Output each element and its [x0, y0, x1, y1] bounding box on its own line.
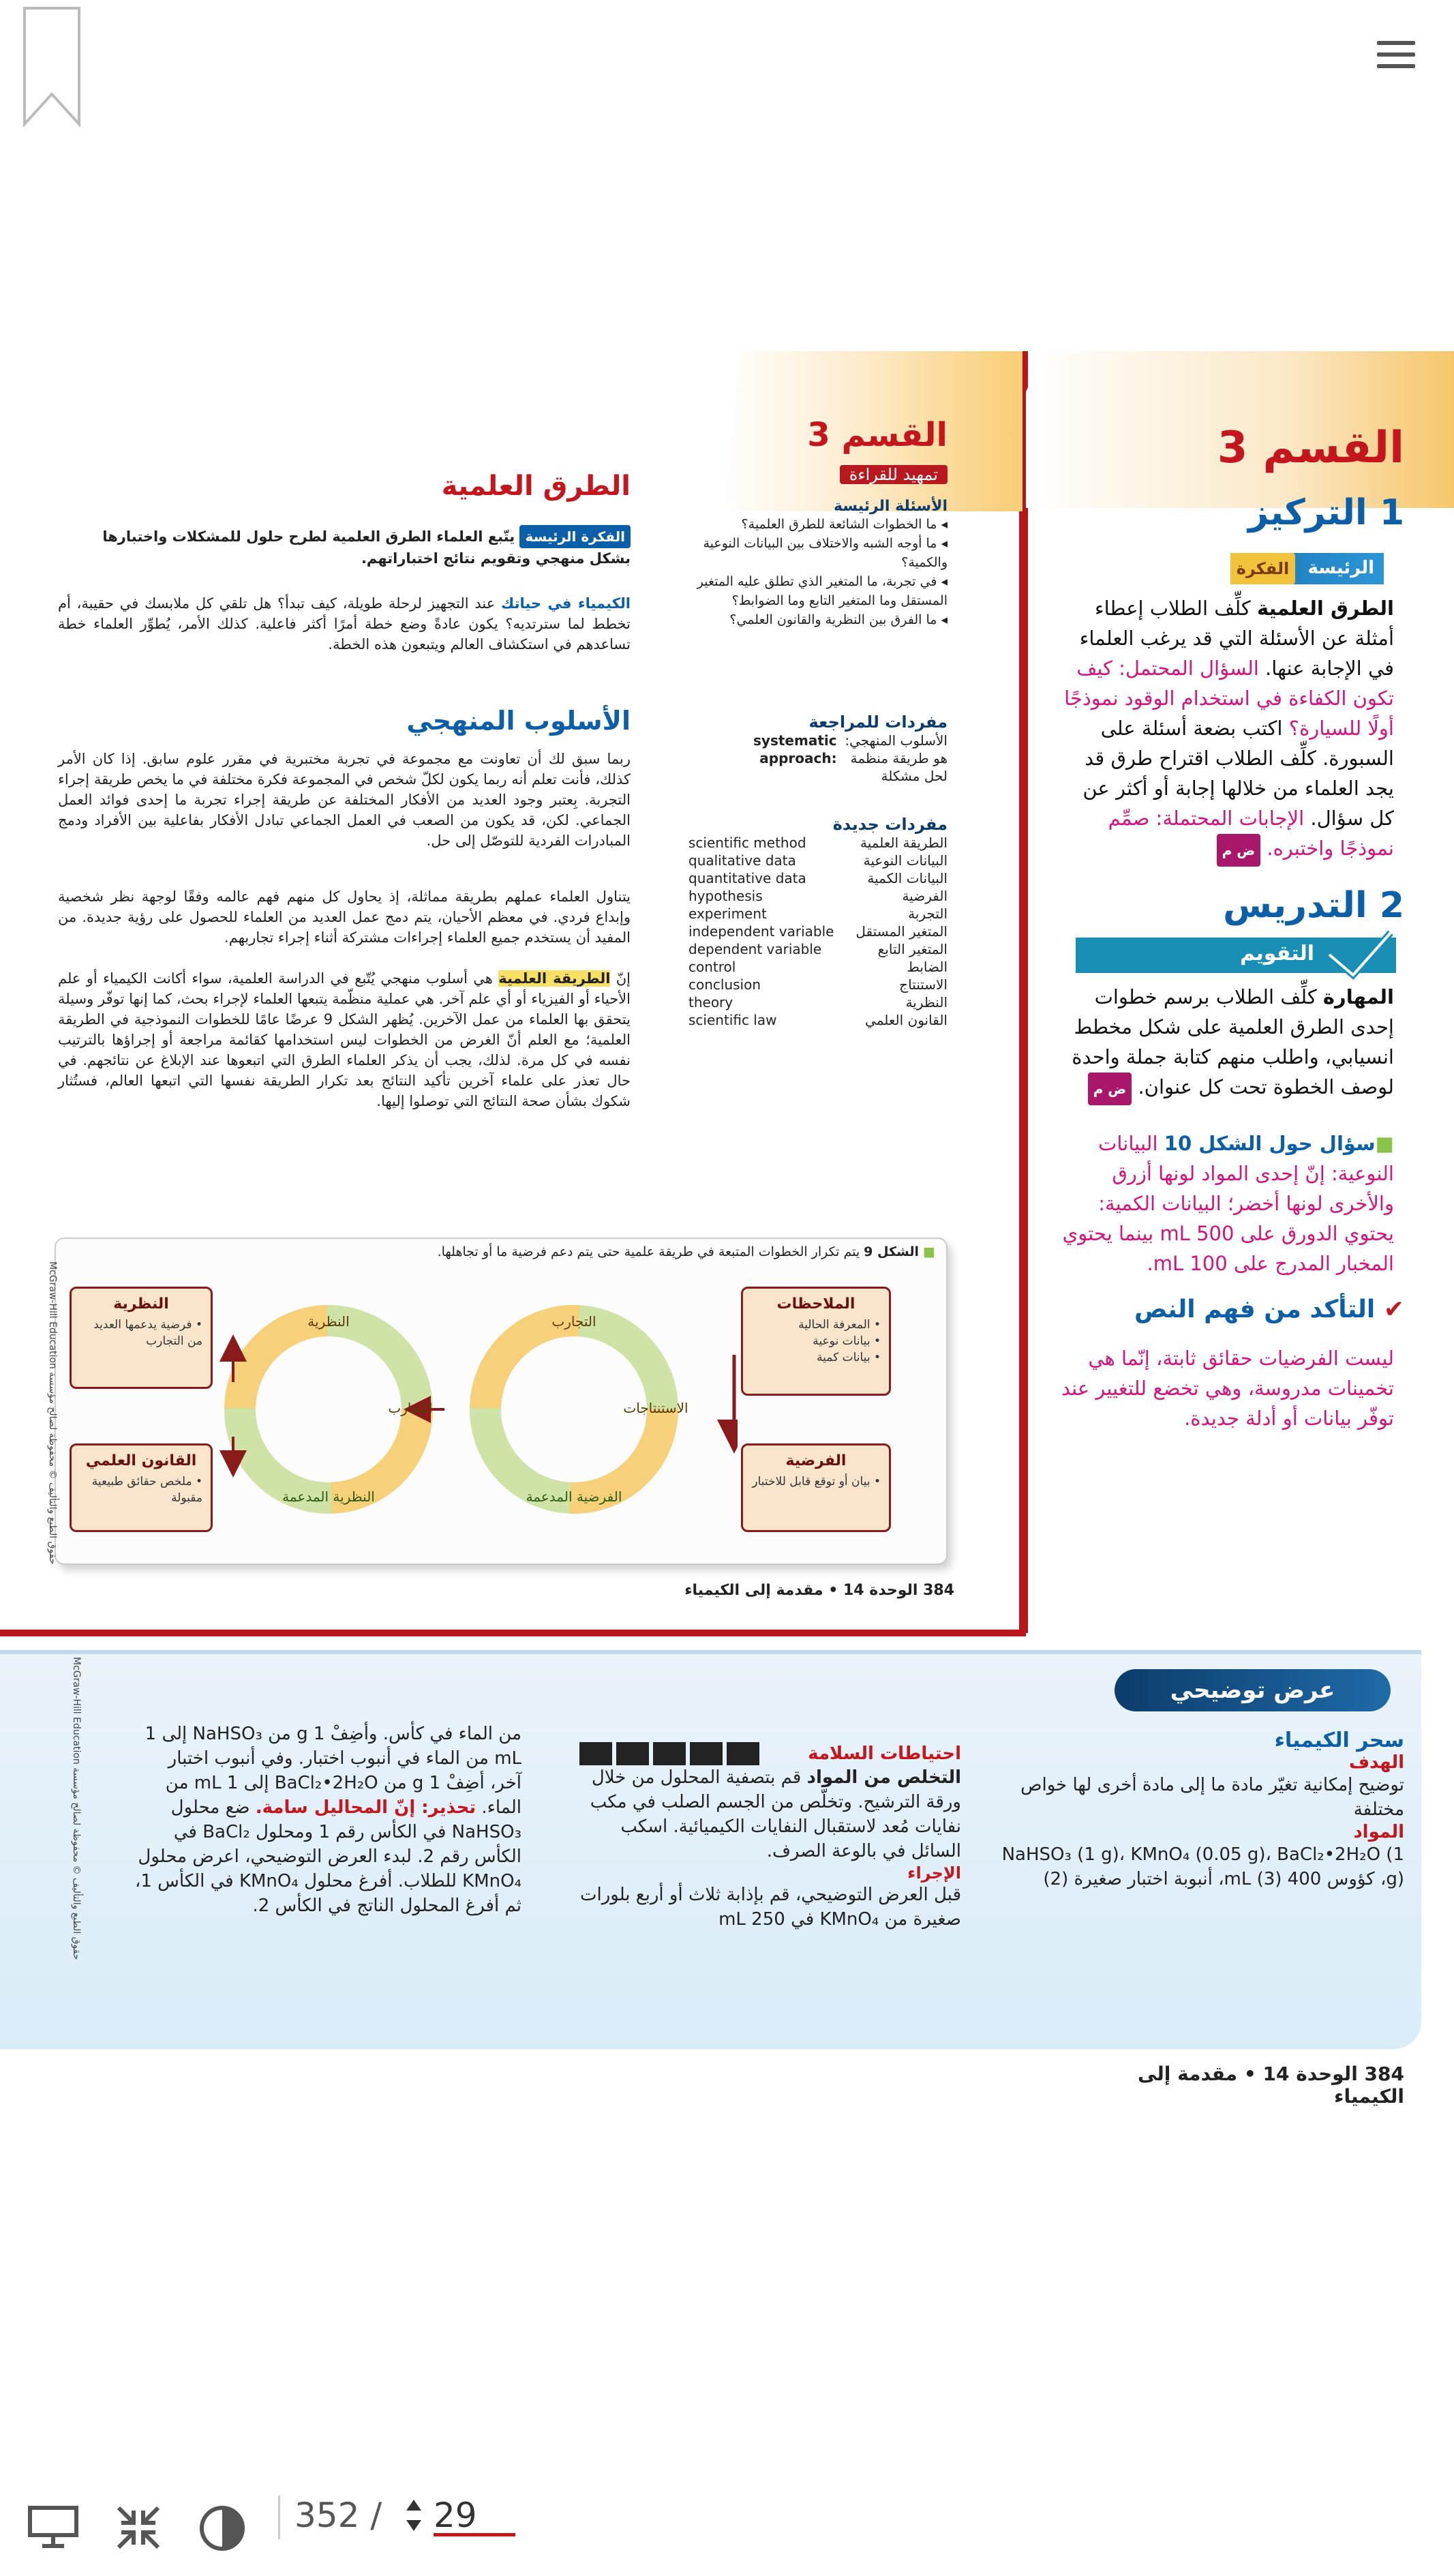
key-question-1: ◂ ما الخطوات الشائعة للطرق العلمية؟	[741, 517, 948, 532]
checkmark-icon	[1322, 927, 1397, 982]
safety-icon-disposal	[579, 1742, 612, 1765]
review-vocab-en: systematic approach:	[753, 732, 837, 766]
toolbar-separator	[278, 2496, 280, 2539]
demo-title: عرض توضيحي	[1115, 1669, 1391, 1711]
student-footer: 384 الوحدة 14 • مقدمة إلى الكيمياء	[684, 1582, 954, 1599]
vocab-en: scientific method	[688, 835, 806, 851]
figure-caption: ■ الشكل 9 يتم تكرار الخطوات المتبعة في طريقة علمية حتى يتم دعم فرضية ما أو تجاهلها.	[437, 1244, 935, 1259]
focus-level-tag: ض م	[1217, 834, 1261, 867]
vocab-row	[688, 834, 948, 852]
demo-column-1	[995, 1728, 1404, 2015]
arrow-label-supported-theory: النظرية المدعمة	[282, 1488, 375, 1505]
arrow-label-supported-hypothesis: الفرضية المدعمة	[526, 1488, 622, 1505]
teacher-footer: 384 الوحدة 14 • مقدمة إلى الكيمياء	[1137, 2063, 1404, 2108]
vocab-row	[688, 887, 948, 905]
safety-icon-hand	[653, 1742, 686, 1765]
main-idea-tag: الفكرة الرئيسة	[519, 525, 631, 548]
key-questions-title: الأسئلة الرئيسة	[834, 498, 948, 515]
vocab-row	[688, 923, 948, 940]
real-life-paragraph: الكيمياء في حياتك عند التجهيز لرحلة طويلة، كيف تبدأ؟ هل تلقي كل ملابسك في حقيبة، أم تخطط لما سترتديه؟ يكون عادةً وضع خطة أمرًا أكثر فاعلية. كذلك الأمر، يُطوِّر العلماء خطة تساعدهم في استكشاف العالم ويتبعون هذه الخطة.	[58, 595, 631, 653]
main-idea: الفكرة الرئيسة يتّبع العلماء الطرق العلمية لطرح حلول للمشكلات واختبارها بشكل منهجي وتقويم نتائج اختباراتهم.	[58, 525, 631, 580]
menu-icon[interactable]	[1377, 41, 1415, 71]
vocab-ar: الاستنتاج	[899, 976, 948, 993]
safety-icon-clothing	[727, 1742, 759, 1765]
theory-box: النظرية • فرضية يدعمها العديد من التجارب	[70, 1287, 213, 1389]
vocab-row	[688, 993, 948, 1011]
key-question-4: ◂ ما الفرق بين النظرية والقانون العلمي؟	[729, 612, 948, 627]
arrow-label-experiments-2: التجارب	[388, 1400, 433, 1416]
vocab-row	[688, 1011, 948, 1029]
skill-paragraph: المهارة كلِّف الطلاب برسم خطوات إحدى الطرق العلمية على شكل مخطط انسيابي، واطلب منهم كتابة جملة واحدة لوصف الخطوة تحت كل عنوان. ض م	[1060, 982, 1394, 1118]
focus-heading: 1 التركيز	[1247, 492, 1404, 533]
vocab-row	[688, 940, 948, 958]
goal-text: توضيح إمكانية تغيّر مادة ما إلى مادة أخرى لها خواص مختلفة	[1020, 1775, 1404, 1820]
main-idea-badge: الرئيسة الفكرة	[1230, 549, 1384, 588]
vocab-ar: التجربة	[908, 905, 948, 922]
safety-icon-toxic	[690, 1742, 723, 1765]
reading-prep-pill: تمهيد للقراءة	[840, 465, 948, 484]
student-section-label: القسم 3	[807, 416, 948, 454]
page-current: 352 /	[294, 2496, 382, 2535]
vocab-ar: المتغير المستقل	[855, 923, 948, 940]
vocab-ar: القانون العلمي	[865, 1012, 948, 1028]
vocab-ar: المتغير التابع	[877, 941, 948, 957]
vocab-en: experiment	[688, 905, 767, 922]
vocab-ar: النظرية	[905, 994, 948, 1010]
arrow-label-theory: النظرية	[307, 1313, 350, 1330]
assessment-bar: التقويم	[1076, 938, 1396, 973]
procedure-text: قبل العرض التوضيحي، قم بإذابة ثلاث أو أربع بلورات صغيرة من KMnO₄ في 250 mL	[580, 1885, 961, 1930]
review-vocab-title: مفردات للمراجعة	[808, 713, 948, 732]
contrast-icon[interactable]	[198, 2504, 247, 2553]
vocab-row	[688, 976, 948, 993]
page-spinner-icon[interactable]	[404, 2493, 424, 2538]
observation-item: • المعرفة الحالية	[798, 1318, 881, 1332]
paragraph-1: ربما سبق لك أن تعاونت مع مجموعة في تجربة مختبرية في مقرر علوم سابق. إذا كان الأمر كذلك، فأنت تعلم أنه ربما يكون لكلّ شخص في المجموعة فكرة مختلفة في ما يخص طريقة إجراء التجربة. بِعتبر وجود العديد من الأفكار المختلفة عن طريقة إجراء تجربة ما إحدى فوائد العمل الجماعي. لكن، قد يكون من الصعب في العمل الجماعي تبادل الأفكار بفاعلية بين الأفراد ودمج المبادرات الفردية للتوصّل إلى حل.	[58, 751, 631, 849]
demo-column-2	[579, 1742, 961, 2015]
review-vocab	[695, 713, 948, 808]
presentation-icon[interactable]	[27, 2504, 79, 2549]
vocab-en: hypothesis	[688, 888, 763, 904]
vocab-en: theory	[688, 994, 733, 1010]
vocab-row	[688, 905, 948, 923]
disposal-text: التخلص من المواد قم بتصفية المحلول من خلال ورقة الترشيح. وتخلّص من الجسم الصلب في مكب نفايات مُعد لاستقبال النفايات الكيميائية. اسكب السائل في بالوعة الصرف.	[590, 1767, 961, 1861]
vocab-ar: البيانات الكمية	[867, 870, 948, 886]
observations-box: الملاحظات • المعرفة الحالية • بيانات نوعية • بيانات كمية	[741, 1287, 891, 1396]
check-circle-icon: ✔	[1383, 1296, 1404, 1323]
safety-icon-eye	[616, 1742, 649, 1765]
key-question-3: ◂ في تجربة، ما المتغير الذي تطلق عليه المتغير المستقل وما المتغير التابع وما الضوابط؟	[697, 574, 948, 608]
systematic-heading: الأسلوب المنهجي	[406, 706, 631, 736]
safety-icons	[579, 1742, 759, 1765]
vocab-en: dependent variable	[688, 941, 822, 957]
vocab-ar: الطريقة العلمية	[860, 835, 948, 851]
vocab-en: control	[688, 959, 736, 975]
materials-label: المواد	[1353, 1822, 1404, 1842]
demo-side-credit: McGraw-Hill Education حقوق الطبع والتأليف © محفوظة لصالح مؤسسة	[71, 1657, 82, 1960]
teach-heading: 2 التدريس	[1223, 885, 1404, 926]
figure-question: ■سؤال حول الشكل 10 البيانات النوعية: إنّ إحدى المواد لونها أزرق والأخرى لونها أخضر؛ البيانات الكمية: يحتوي الدورق على 500 mL بينما يحتوي المخبار المدرج على 100 mL.	[1062, 1132, 1394, 1275]
vocab-en: independent variable	[688, 923, 834, 940]
check-reading-text: ليست الفرضيات حقائق ثابتة، إنّما هي تخمينات مدروسة، وهي تخضع للتغيير عند توفّر بيانات أو أدلة جديدة.	[1061, 1347, 1394, 1430]
vocab-ar: الفرضية	[902, 888, 948, 904]
method-cycle-diagram	[219, 1266, 738, 1553]
vocab-en: quantitative data	[688, 870, 806, 886]
hypothesis-box: الفرضية • بيان أو توقع قابل للاختبار	[741, 1443, 891, 1532]
demo-heading: سحر الكيمياء	[1274, 1728, 1404, 1752]
arrow-label-conclusions: الاستنتاجات	[623, 1400, 688, 1416]
scientific-law-box: القانون العلمي • ملخص حقائق طبيعية مقبولة	[70, 1443, 213, 1532]
vocab-row	[688, 958, 948, 976]
collapse-icon[interactable]	[115, 2504, 162, 2551]
key-question-2: ◂ ما أوجه الشبه والاختلاف بين البيانات النوعية والكمية؟	[703, 536, 948, 570]
vocab-row	[688, 852, 948, 869]
review-vocab-ar: الأسلوب المنهجي: هو طريقة منظمة لحل مشكلة	[845, 732, 948, 784]
vocab-en: conclusion	[688, 976, 761, 993]
skill-level-tag: ض م	[1088, 1073, 1132, 1105]
check-reading-heading: ✔ التأكد من فهم النص	[1134, 1296, 1404, 1323]
new-vocab-title: مفردات جديدة	[832, 815, 948, 834]
observation-item: • بيانات كمية	[817, 1351, 881, 1364]
demo-column-3: من الماء في كأس. وأضِفْ 1 g من NaHSO₃ إلى 1 mL من الماء في أنبوب اختبار. وفي أنبوب اختبار آخر، أضِفْ 1 g من BaCl₂•2H₂O إلى 1 mL من الماء. تحذير: إنّ المحاليل سامة. ضع محلول NaHSO₃ في الكأس رقم 1 ومحلول BaCl₂ في الكأس رقم 2. لبدء العرض التوضيحي، اعرض محلول KMnO₄ للطلاب. أفرغ محلول KMnO₄ في الكأس 1، ثم أفرغ المحلول الناتج في الكأس 2.	[134, 1724, 521, 1916]
vocab-ar: البيانات النوعية	[863, 852, 948, 869]
focus-paragraph: الطرق العلمية كلِّف الطلاب إعطاء أمثلة عن الأسئلة التي قد يرغب العلماء في الإجابة عنها. السؤال المحتمل: كيف تكون الكفاءة في استخدام الوقود نموذجًا أولًا للسيارة؟ اكتب بضعة أسئلة على السبورة. كلِّف الطلاب اقتراح طرق قد يجد العلماء من خلالها إجابة أو أكثر عن كل سؤال. الإجابات المحتملة: صمِّم نموذجًا واختبره. ض م	[1060, 593, 1394, 893]
vocab-row	[688, 869, 948, 887]
teacher-section-label: القسم 3	[1217, 423, 1404, 473]
article-title: الطرق العلمية	[441, 470, 631, 502]
figure-9	[55, 1238, 948, 1565]
bookmark-icon[interactable]	[20, 5, 83, 128]
student-side-credit: McGraw-Hill Education حقوق الطبع والتأليف © محفوظة لصالح مؤسسة	[47, 1261, 58, 1565]
goal-label: الهدف	[1348, 1752, 1404, 1773]
paragraph-2: يتناول العلماء عملهم بطريقة مماثلة، إذ يحاول كل منهم فهم عالمه وفقًا لوجهة نظر شخصية وإبداع فردي. في معظم الأحيان، يتم دمج عمل العديد من العلماء للحصول على رؤية جديدة. من المفيد أن يستخدم جميع العلماء إجراءات مشتركة أثناء إجراء تجاربهم.	[58, 888, 631, 946]
vocab-ar: الضابط	[907, 959, 948, 975]
vocab-en: scientific law	[688, 1012, 777, 1028]
observation-item: • بيانات نوعية	[813, 1334, 881, 1348]
vocab-en: qualitative data	[688, 852, 796, 869]
procedure-label: الإجراء	[907, 1863, 961, 1883]
materials-text: NaHSO₃ (1 g)، KMnO₄ (0.05 g)، BaCl₂•2H₂O (1 g)، كؤوس 400 mL (3)، أنبوبة اختبار صغيرة (2)	[1001, 1844, 1404, 1889]
paragraph-3: إنّ الطريقة العلمية هي أسلوب منهجي يُتّبع في الدراسة العلمية، سواء أكانت الكيمياء أو علم الأحياء أو الفيزياء أو أي علم آخر. هي عملية منظّمة يتبعها العلماء لإجراء بحث، كما إنها توفّر وسيلة يتحقق بها العلماء من عمل الآخرين. يُظهر الشكل 9 عرضًا عامًا للخطوات النموذجية في الطريقة العلمية؛ مع العلم أنّ الغرض من الخطوات ليس استخدامها كقائمة مراجعة أو إجراؤها بالترتيب نفسه في كل مرة. لذلك، يجب أن يذكر العلماء الطرق التي اتبعوها عند الإبلاغ عن نتائجهم. في حال تعذر على علماء آخرين تأكيد النتائج بعد تكرار الطريقة نفسها التي اتبعها العالم، فستُثار شكوك بشأن صحة النتائج التي توصلوا إليها.	[58, 970, 631, 1109]
arrow-label-experiments: التجارب	[551, 1313, 596, 1330]
new-vocab	[688, 815, 948, 1101]
viewer-toolbar	[0, 2482, 1454, 2576]
key-questions	[695, 498, 948, 723]
safety-label: احتياطات السلامة	[808, 1743, 961, 1764]
page-number-input[interactable]: 29	[434, 2496, 515, 2536]
